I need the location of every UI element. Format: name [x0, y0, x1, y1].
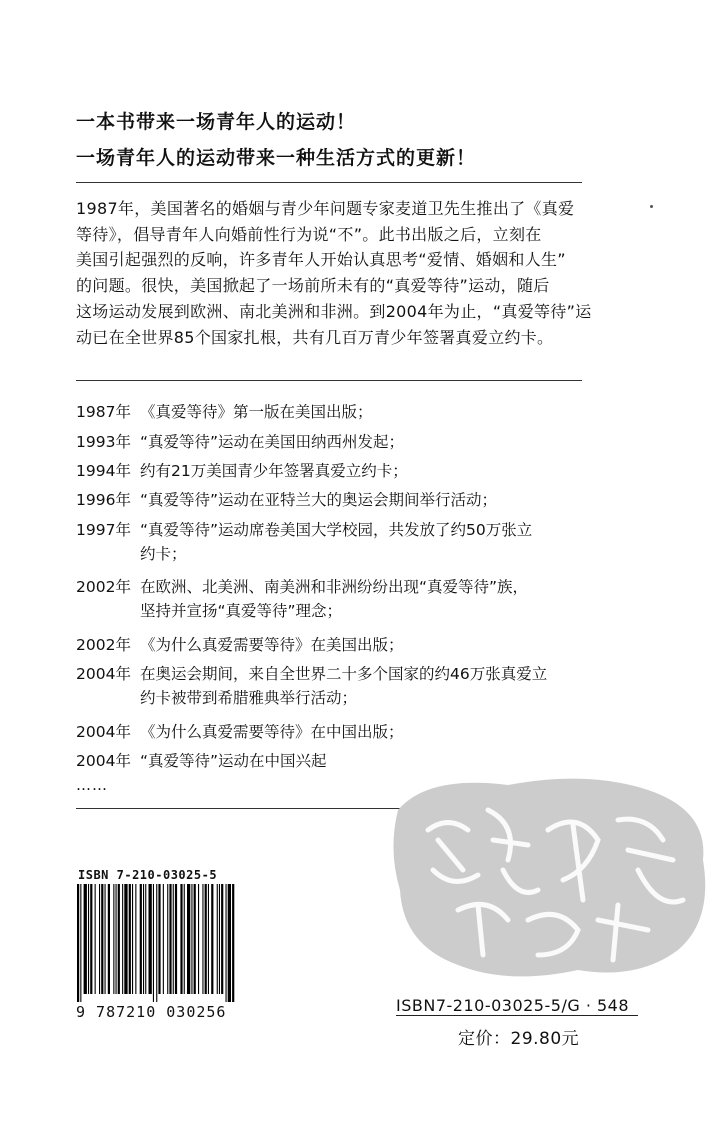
- timeline-year: 2004年: [76, 665, 131, 683]
- slogan-line-2: 一场青年人的运动带来一种生活方式的更新！: [76, 147, 477, 169]
- timeline-text: 《为什么真爱需要等待》在美国出版；: [140, 636, 404, 654]
- timeline-text: “真爱等待”运动在亚特兰大的奥运会期间举行活动；: [140, 491, 498, 509]
- barcode-bar: [163, 884, 164, 994]
- timeline-text-continued: 约卡；: [140, 545, 187, 563]
- intro-paragraph: [76, 196, 592, 350]
- divider-middle: [76, 380, 582, 381]
- intro-line: 美国引起强烈的反响，许多青年人开始认真思考“爱情、婚姻和人生”: [76, 250, 566, 270]
- barcode-icon: [75, 884, 235, 1002]
- barcode-bar: [173, 884, 174, 994]
- barcode-bar: [153, 884, 154, 1002]
- timeline-year: 2004年: [76, 723, 131, 741]
- barcode-bar: [90, 884, 92, 994]
- barcode-bar: [202, 884, 203, 994]
- price-label: 定价：29.80元: [458, 1029, 580, 1049]
- barcode-bar: [132, 884, 133, 994]
- timeline-entry: [76, 662, 596, 710]
- barcode-bar: [118, 884, 120, 994]
- barcode-bar: [217, 884, 218, 994]
- timeline-year: 2002年: [76, 636, 131, 654]
- barcode-bar: [113, 884, 114, 994]
- timeline-year: 1996年: [76, 491, 131, 509]
- barcode-bar: [95, 884, 96, 994]
- timeline-year: 1993年: [76, 433, 131, 451]
- barcode-bar: [169, 884, 171, 994]
- timeline-text-continued: 约卡被带到希腊雅典举行活动；: [140, 689, 358, 707]
- barcode-bar: [184, 884, 185, 994]
- timeline-text: 约有21万美国青少年签署真爱立约卡；: [140, 462, 408, 480]
- barcode-bar: [88, 884, 89, 994]
- timeline-text: “真爱等待”运动在中国兴起: [140, 752, 327, 770]
- intro-line: 的问题。很快，美国掀起了一场前所未有的“真爱等待”运动，随后: [76, 276, 550, 296]
- timeline-text: 《为什么真爱需要等待》在中国出版；: [140, 723, 404, 741]
- timeline-year: 1997年: [76, 521, 131, 539]
- timeline-entry: [76, 720, 596, 744]
- isbn-underline: [396, 1015, 638, 1016]
- speck-mark: [650, 205, 653, 208]
- barcode-bar: [219, 884, 220, 994]
- timeline-year: 2004年: [76, 752, 131, 770]
- timeline-ellipsis: ……: [76, 776, 108, 794]
- barcode-bar: [129, 884, 131, 994]
- timeline-year: 2002年: [76, 578, 131, 596]
- intro-line: 1987年，美国著名的婚姻与青少年问题专家麦道卫先生推出了《真爱: [76, 199, 575, 218]
- intro-line: 等待》，倡导青年人向婚前性行为说“不”。此书出版之后，立刻在: [76, 224, 542, 244]
- timeline-text: 在奥运会期间，来自全世界二十多个国家的约46万张真爱立: [140, 665, 548, 683]
- barcode-bar: [221, 884, 223, 994]
- barcode-bar: [80, 884, 81, 1002]
- barcode-digits: 9 787210 030256: [76, 1003, 227, 1021]
- timeline-entry: [76, 488, 596, 512]
- divider-top: [76, 182, 582, 183]
- timeline-year: 1994年: [76, 462, 131, 480]
- slogan-line-1: 一本书带来一场青年人的运动！: [76, 111, 357, 133]
- barcode-bar: [108, 884, 110, 994]
- isbn-barcode-label: ISBN 7-210-03025-5: [78, 868, 218, 882]
- timeline-text: “真爱等待”运动在美国田纳西州发起；: [140, 433, 405, 451]
- barcode-bar: [105, 884, 106, 994]
- barcode-bar: [101, 884, 103, 994]
- barcode-bar: [122, 884, 123, 994]
- barcode-bar: [116, 884, 117, 994]
- barcode-bar: [187, 884, 190, 994]
- barcode-bar: [208, 884, 209, 994]
- barcode-bar: [167, 884, 168, 994]
- timeline-entry: [76, 430, 596, 454]
- timeline-entry: [76, 633, 596, 657]
- barcode-bar: [205, 884, 207, 994]
- isbn-classification: ISBN7-210-03025-5/G · 548: [396, 996, 630, 1015]
- barcode-bar: [232, 884, 234, 1002]
- timeline-text: 在欧洲、北美洲、南美洲和非洲纷纷出现“真爱等待”族，: [140, 578, 529, 596]
- barcode-bar: [226, 884, 227, 1002]
- timeline-entry: [76, 400, 596, 424]
- barcode-bar: [140, 884, 142, 994]
- barcode-bar: [145, 884, 146, 994]
- barcode-bar: [149, 884, 152, 994]
- barcode-bar: [135, 884, 136, 994]
- barcode-bar: [124, 884, 127, 994]
- timeline-text: “真爱等待”运动席卷美国大学校园，共发放了约50万张立: [140, 521, 533, 539]
- intro-line: 动已在全世界85个国家扎根，共有几百万青少年签署真爱立约卡。: [76, 327, 554, 347]
- barcode-bar: [158, 884, 160, 994]
- seal-watermark-icon: [388, 770, 716, 985]
- barcode-bar: [84, 884, 87, 994]
- timeline-text: 《真爱等待》第一版在美国出版；: [140, 403, 373, 421]
- barcode-bar: [194, 884, 196, 994]
- barcode-bar: [175, 884, 177, 994]
- timeline-text-continued: 坚持并宣扬“真爱等待”理念；: [140, 602, 343, 620]
- barcode-bar: [180, 884, 182, 994]
- timeline-entry: [76, 459, 596, 483]
- barcode-bar: [198, 884, 199, 994]
- barcode-bar: [143, 884, 144, 994]
- barcode-bar: [191, 884, 192, 994]
- timeline-entry: [76, 575, 596, 623]
- barcode-bar: [211, 884, 213, 994]
- barcode-bar: [99, 884, 100, 994]
- barcode-bar: [77, 884, 79, 1002]
- barcode-bar: [228, 884, 231, 1002]
- timeline-entry: [76, 518, 596, 566]
- barcode-bar: [156, 884, 157, 1002]
- timeline-year: 1987年: [76, 403, 131, 421]
- intro-line: 这场运动发展到欧洲、南北美洲和非洲。到2004年为止，“真爱等待”运: [76, 301, 592, 321]
